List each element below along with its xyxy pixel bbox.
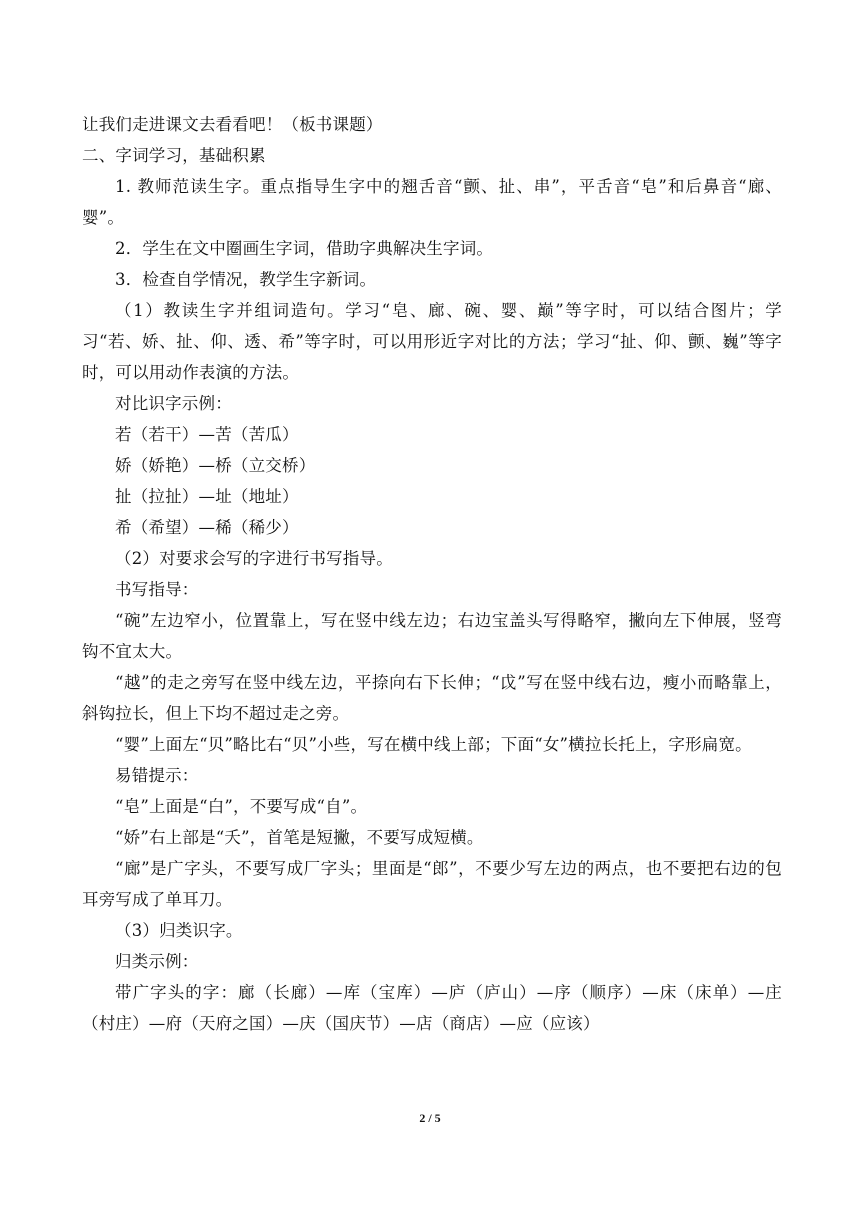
document-body bbox=[82, 109, 782, 1039]
paragraph-substep-1: （1）教读生字并组词造句。学习“皂、廊、碗、婴、巅”等字时，可以结合图片；学习“若、娇、扯、仰、透、希”等字时，可以用形近字对比的方法；学习“扯、仰、颤、巍”等字时，可以用动作表演的方法。 bbox=[82, 301, 782, 382]
paragraph-step-1: 1. 教师范读生字。重点指导生字中的翘舌音“颤、扯、串”，平舌音“皂”和后鼻音“廊、婴”。 bbox=[82, 177, 782, 227]
example-line: 扯（拉扯）—址（地址） bbox=[115, 487, 299, 506]
section-heading-word-study: 二、字词学习，基础积累 bbox=[82, 146, 266, 165]
paragraph-error-tip: “皂”上面是“白”，不要写成“自”。 bbox=[115, 797, 368, 816]
paragraph-grouping-example: 带广字头的字：廊（长廊）—库（宝库）—庐（庐山）—序（顺序）—床（床单）—庄（村庄）—府（天府之国）—庆（国庆节）—店（商店）—应（应该） bbox=[82, 983, 782, 1033]
paragraph-writing-guide: “越”的走之旁写在竖中线左边，平捺向右下长伸；“戉”写在竖中线右边，瘦小而略靠上，斜钩拉长，但上下均不超过走之旁。 bbox=[82, 673, 782, 723]
page-number: 2 / 5 bbox=[419, 1111, 441, 1125]
example-line: 希（希望）—稀（稀少） bbox=[115, 518, 299, 537]
paragraph-step-3: 3．检查自学情况，教学生字新词。 bbox=[115, 270, 377, 289]
label-error-tips: 易错提示： bbox=[115, 766, 199, 785]
paragraph-writing-guide: “婴”上面左“贝”略比右“贝”小些，写在横中线上部；下面“女”横拉长托上，字形扁宽。 bbox=[115, 735, 752, 754]
label-writing-guide: 书写指导： bbox=[115, 580, 199, 599]
example-line: 若（若干）—苦（苦瓜） bbox=[115, 425, 299, 444]
label-compare-examples: 对比识字示例： bbox=[115, 394, 232, 413]
paragraph-step-2: 2．学生在文中圈画生字词，借助字典解决生字词。 bbox=[115, 239, 494, 258]
paragraph-error-tip: “廊”是广字头，不要写成厂字头；里面是“郎”，不要少写左边的两点，也不要把右边的包耳旁写成了单耳刀。 bbox=[82, 859, 782, 909]
paragraph-substep-3: （3）归类识字。 bbox=[115, 921, 243, 940]
label-grouping-examples: 归类示例： bbox=[115, 952, 199, 971]
paragraph-substep-2: （2）对要求会写的字进行书写指导。 bbox=[115, 549, 393, 568]
paragraph-error-tip: “娇”右上部是“夭”，首笔是短撇，不要写成短横。 bbox=[115, 828, 484, 847]
example-line: 娇（娇艳）—桥（立交桥） bbox=[115, 456, 316, 475]
paragraph-writing-guide: “碗”左边窄小，位置靠上，写在竖中线左边；右边宝盖头写得略窄，撇向左下伸展，竖弯钩不宜太大。 bbox=[82, 611, 782, 661]
paragraph-intro-line: 让我们走进课文去看看吧！（板书课题） bbox=[82, 115, 383, 134]
